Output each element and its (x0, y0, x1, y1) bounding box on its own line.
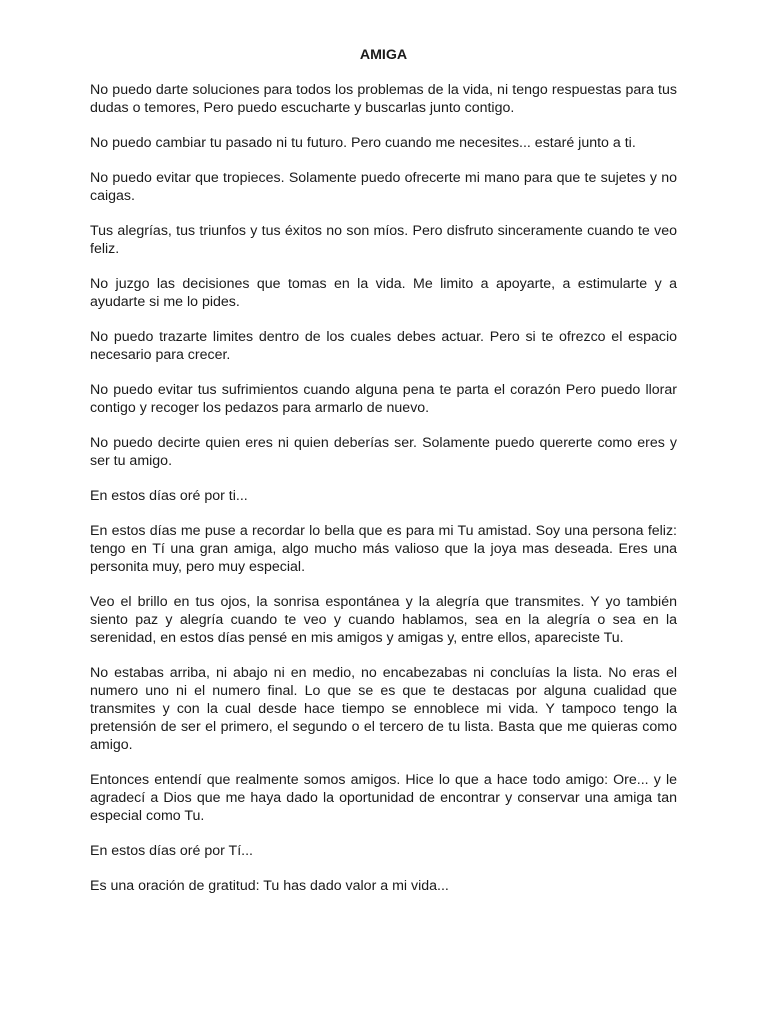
paragraph: Entonces entendí que realmente somos amigos. Hice lo que a hace todo amigo: Ore... y le agradecí a Dios que me haya dado la oportunidad de encontrar y conservar una amiga tan especial como Tu. (90, 772, 677, 824)
paragraph: No puedo darte soluciones para todos los problemas de la vida, ni tengo respuestas para tus dudas o temores, Pero puedo escucharte y buscarlas junto contigo. (90, 82, 677, 116)
paragraph: Tus alegrías, tus triunfos y tus éxitos no son míos. Pero disfruto sinceramente cuando te veo feliz. (90, 223, 677, 257)
document-page (90, 46, 677, 912)
paragraph: Es una oración de gratitud: Tu has dado valor a mi vida... (90, 878, 449, 894)
paragraph: Veo el brillo en tus ojos, la sonrisa espontánea y la alegría que transmites. Y yo también siento paz y alegría cuando te veo y cuando hablamos, sea en la alegría o sea en la serenidad, en estos días pensé en mis amigos y amigas y, entre ellos, apareciste Tu. (90, 594, 677, 646)
paragraph: No puedo cambiar tu pasado ni tu futuro. Pero cuando me necesites... estaré junto a ti. (90, 135, 636, 151)
paragraph: No puedo decirte quien eres ni quien deberías ser. Solamente puedo quererte como eres y ser tu amigo. (90, 435, 677, 469)
paragraph: No puedo evitar que tropieces. Solamente puedo ofrecerte mi mano para que te sujetes y no caigas. (90, 170, 677, 204)
paragraph: No puedo evitar tus sufrimientos cuando alguna pena te parta el corazón Pero puedo llorar contigo y recoger los pedazos para armarlo de nuevo. (90, 382, 677, 416)
paragraph: En estos días oré por Tí... (90, 843, 253, 859)
paragraph: No estabas arriba, ni abajo ni en medio, no encabezabas ni concluías la lista. No eras el numero uno ni el numero final. Lo que se es que te destacas por alguna cualidad que transmites y con la cual desde hace tiempo se ennoblece mi vida. Y tampoco tengo la pretensión de ser el primero, el segundo o el tercero de tu lista. Basta que me quieras como amigo. (90, 665, 677, 753)
document-title: AMIGA (359, 47, 408, 63)
paragraph: En estos días oré por ti... (90, 488, 248, 504)
paragraph: No puedo trazarte limites dentro de los cuales debes actuar. Pero si te ofrezco el espacio necesario para crecer. (90, 329, 677, 363)
paragraph: En estos días me puse a recordar lo bella que es para mi Tu amistad. Soy una persona feliz: tengo en Tí una gran amiga, algo mucho más valioso que la joya mas deseada. Eres una personita muy, pero muy especial. (90, 523, 677, 575)
paragraph: No juzgo las decisiones que tomas en la vida. Me limito a apoyarte, a estimularte y a ayudarte si me lo pides. (90, 276, 677, 310)
